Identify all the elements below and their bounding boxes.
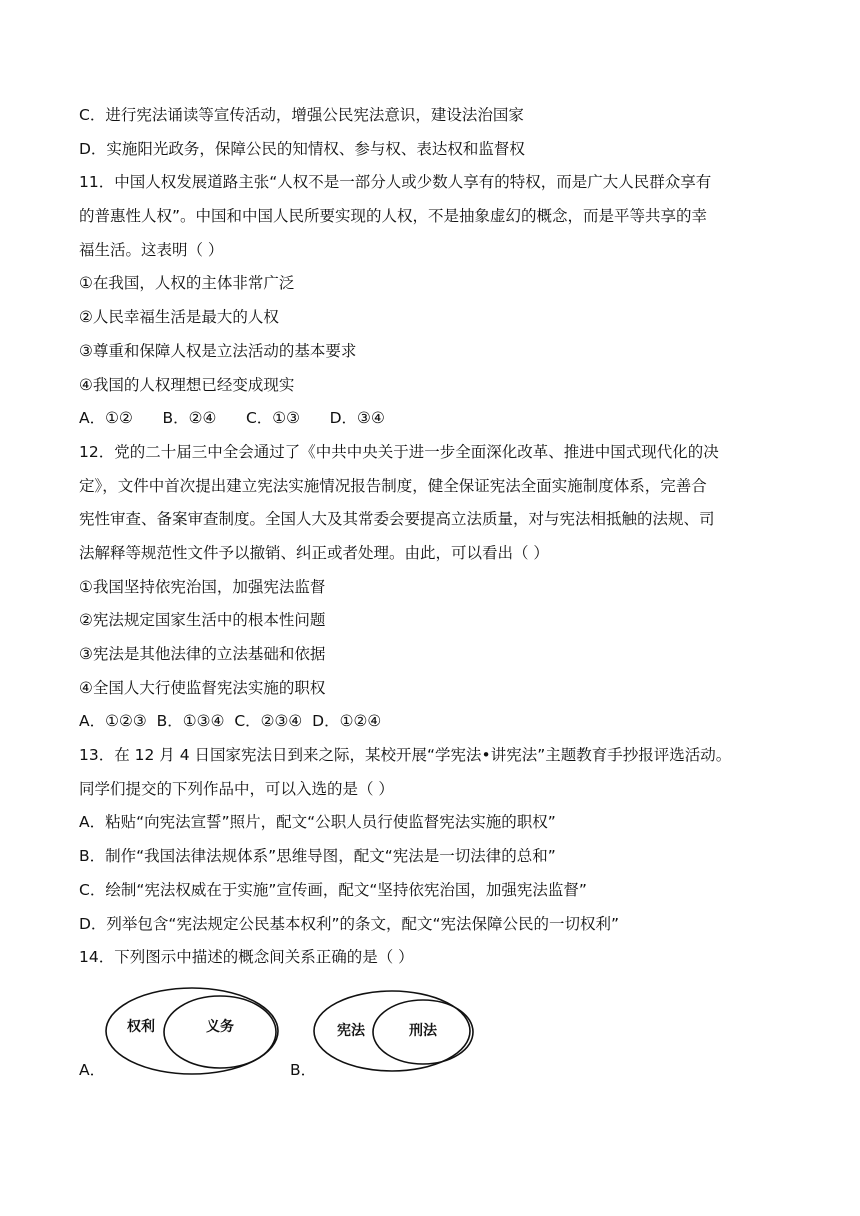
q14-figure-a-label: A．: [79, 1061, 106, 1079]
q13-stem-line: 13．在 12 月 4 日国家宪法日到来之际，某校开展“学宪法•讲宪法”主题教育手抄报评选活动。: [79, 746, 732, 765]
q12-choices: A．①②③ B．①③④ C．②③④ D．①②④: [79, 712, 382, 731]
q12-statement-4: ④全国人大行使监督宪法实施的职权: [79, 678, 326, 697]
q13-option-a: A．粘贴“向宪法宣誓”照片，配文“公职人员行使监督宪法实施的职权”: [79, 813, 556, 832]
q10-option-d: D．实施阳光政务，保障公民的知情权、参与权、表达权和监督权: [79, 139, 525, 158]
q13-option-b: B．制作“我国法律法规体系”思维导图，配文“宪法是一切法律的总和”: [79, 847, 556, 866]
q11-stem-line: 福生活。这表明（ ）: [79, 240, 224, 259]
q13-option-c: C．绘制“宪法权威在于实施”宣传画，配文“坚持依宪治国，加强宪法监督”: [79, 880, 587, 899]
q12-stem-line: 定》，文件中首次提出建立宪法实施情况报告制度，健全保证宪法全面实施制度体系，完善合: [79, 476, 707, 495]
q13-stem-line: 同学们提交的下列作品中，可以入选的是（ ）: [79, 779, 394, 798]
q14-figure-b-diagram: [290, 998, 490, 1088]
q12-statement-1: ①我国坚持依宪治国，加强宪法监督: [79, 577, 326, 596]
outer-label: 权利: [127, 1019, 155, 1035]
q13-option-d: D．列举包含“宪法规定公民基本权利”的条文，配文“宪法保障公民的一切权利”: [79, 914, 620, 933]
q11-stem-line: 11．中国人权发展道路主张“人权不是一部分人或少数人享有的特权，而是广大人民群众享有: [79, 173, 712, 192]
inner-label: 义务: [206, 1019, 234, 1035]
question-text: [79, 99, 799, 975]
q14-figure-b-label: B．: [290, 1061, 317, 1079]
q10-option-c: C．进行宪法诵读等宣传活动，增强公民宪法意识，建设法治国家: [79, 106, 524, 124]
q11-statement-4: ④我国的人权理想已经变成现实: [79, 375, 295, 394]
q12-stem-line: 宪性审查、备案审查制度。全国人大及其常委会要提高立法质量，对与宪法相抵触的法规、司: [79, 510, 715, 529]
outer-label: 宪法: [337, 1023, 365, 1039]
q14-figure-a-diagram: [79, 998, 279, 1088]
q12-statement-3: ③宪法是其他法律的立法基础和依据: [79, 645, 326, 663]
q12-statement-2: ②宪法规定国家生活中的根本性问题: [79, 611, 326, 630]
q14-stem: 14．下列图示中描述的概念间关系正确的是（ ）: [79, 948, 414, 967]
q11-statement-2: ②人民幸福生活是最大的人权: [79, 308, 279, 327]
q11-statement-3: ③尊重和保障人权是立法活动的基本要求: [79, 341, 357, 360]
q11-stem-line: 的普惠性人权”。中国和中国人民所要实现的人权，不是抽象虚幻的概念，而是平等共享的幸: [79, 207, 708, 226]
q12-stem-line: 12．党的二十届三中全会通过了《中共中央关于进一步全面深化改革、推进中国式现代化的决: [79, 442, 719, 461]
q11-choices: A．①② B．②④ C．①③ D．③④: [79, 409, 385, 428]
inner-label: 刑法: [409, 1023, 437, 1039]
q12-stem-line: 法解释等规范性文件予以撤销、纠正或者处理。由此，可以看出（ ）: [79, 543, 549, 562]
q11-statement-1: ①在我国，人权的主体非常广泛: [79, 274, 295, 293]
